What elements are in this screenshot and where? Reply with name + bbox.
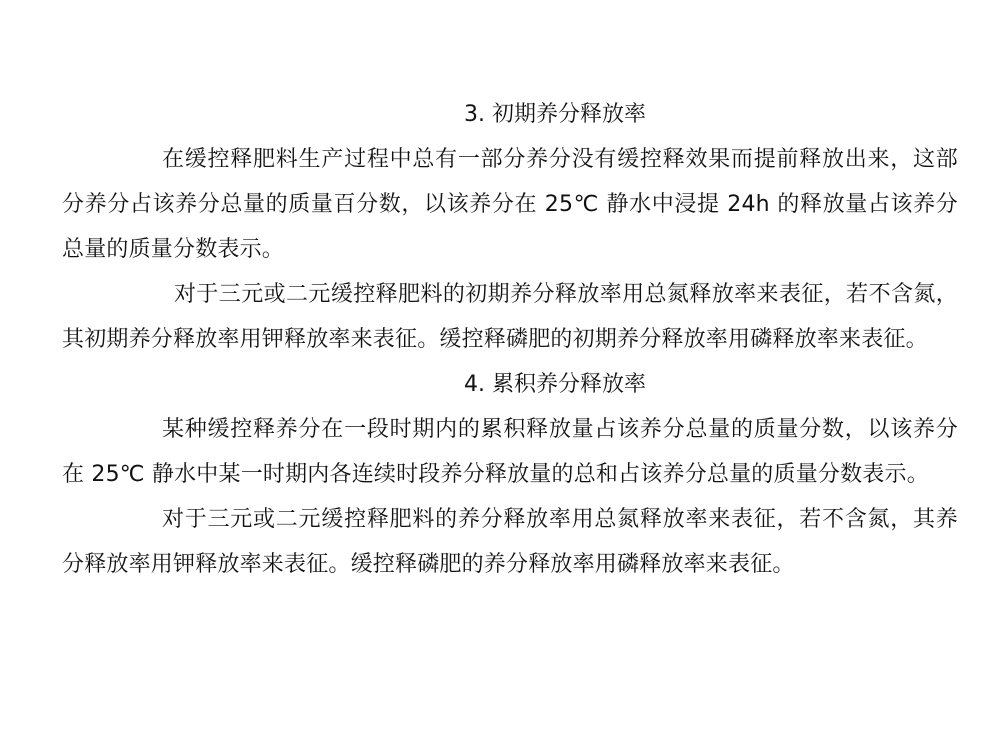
section-3-paragraph-1: 在缓控释肥料生产过程中总有一部分养分没有缓控释效果而提前释放出来，这部分养分占该养分总量的质量百分数，以该养分在 25℃ 静水中浸提 24h 的释放量占该养分总量的质量分数表示。 [62,147,958,262]
section-4-paragraph-1: 某种缓控释养分在一段时期内的累积释放量占该养分总量的质量分数，以该养分在 25℃ 静水中某一时期内各连续时段养分释放量的总和占该养分总量的质量分数表示。 [62,417,958,487]
section-4-paragraph-2: 对于三元或二元缓控释肥料的养分释放率用总氮释放率来表征，若不含氮，其养分释放率用钾释放率来表征。缓控释磷肥的养分释放率用磷释放率来表征。 [62,507,958,577]
section-3-heading: 3. 初期养分释放率 [464,102,646,127]
section-3-paragraph-2: 对于三元或二元缓控释肥料的初期养分释放率用总氮释放率来表征，若不含氮，其初期养分释放率用钾释放率来表征。缓控释磷肥的初期养分释放率用磷释放率来表征。 [62,282,958,352]
section-4-heading: 4. 累积养分释放率 [464,372,646,397]
document-body [62,92,958,587]
